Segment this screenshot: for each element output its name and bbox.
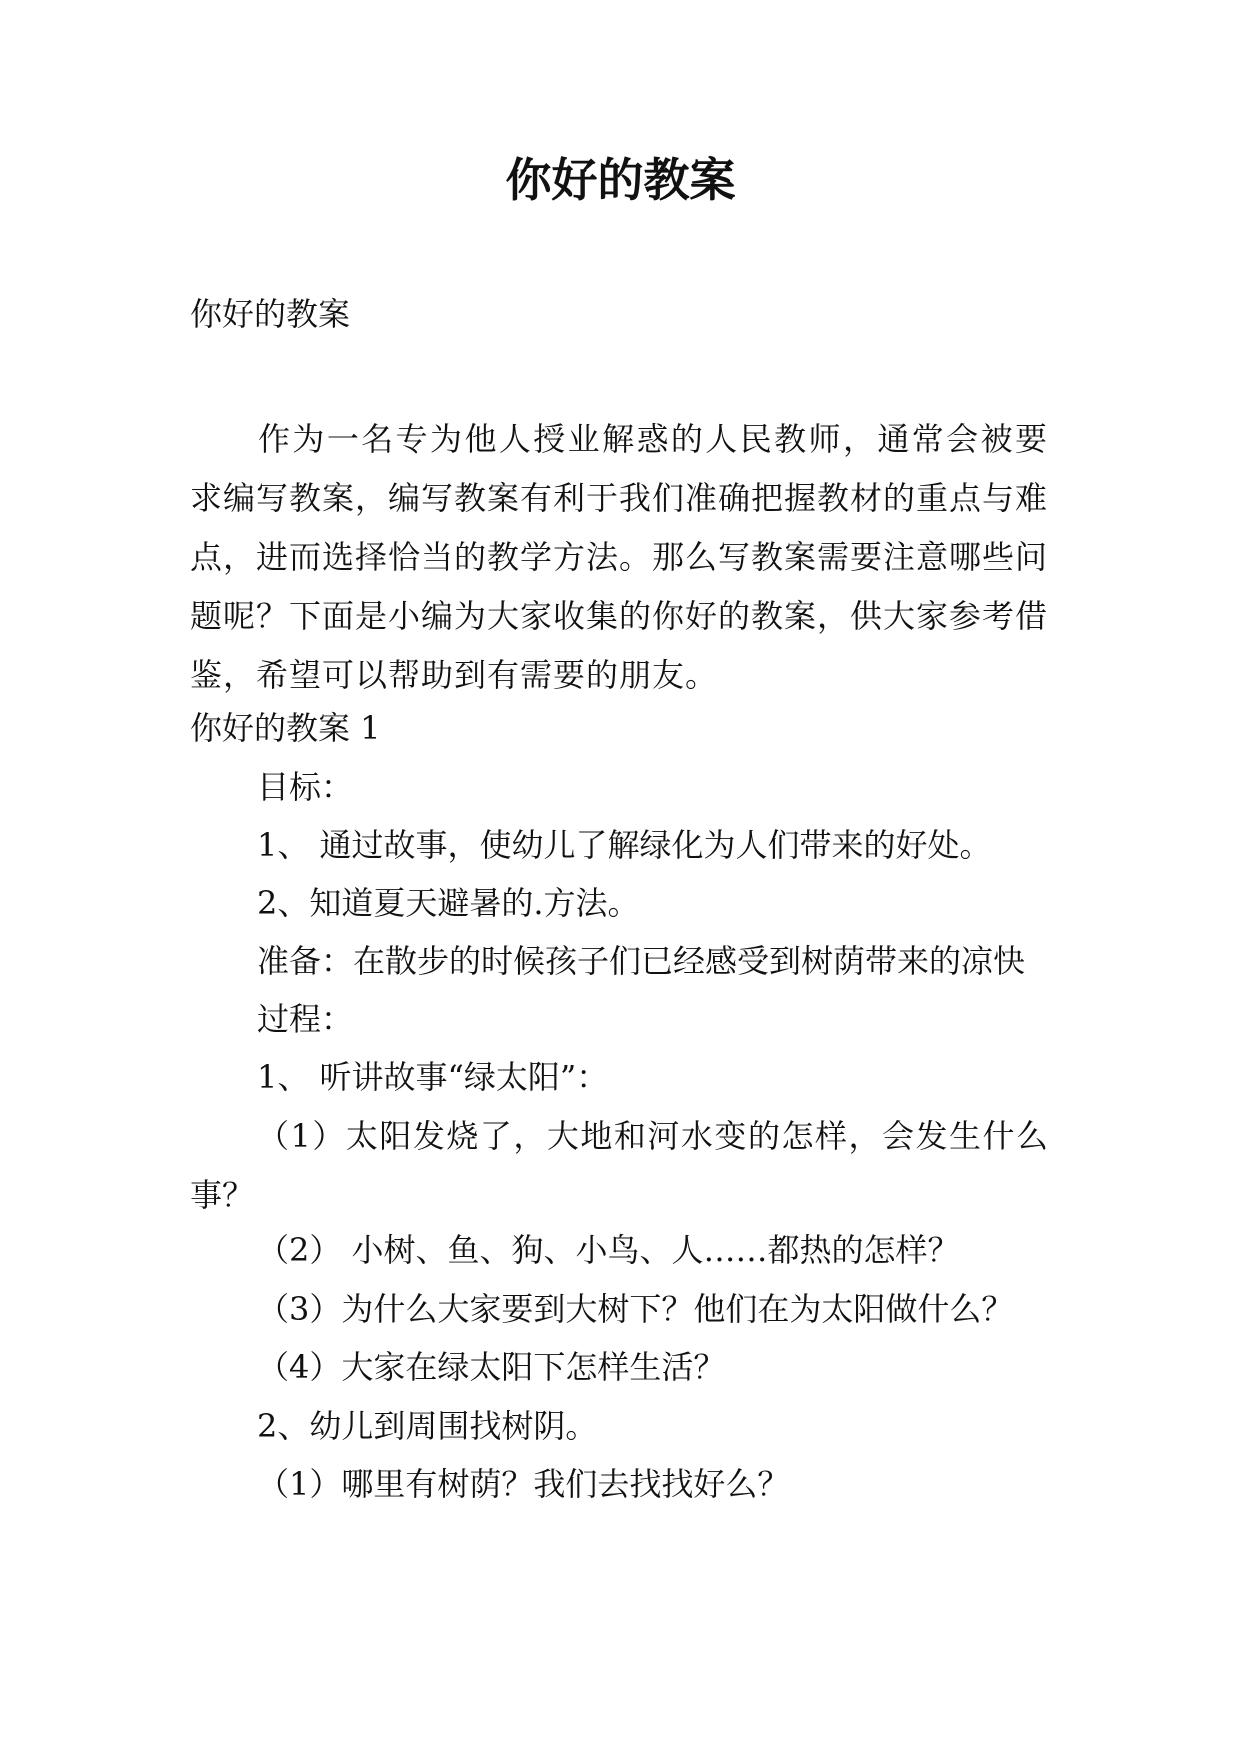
- section-heading: 你好的教案 1: [190, 709, 381, 747]
- goal-item-2: 2、知道夏天避暑的.方法。: [257, 884, 640, 922]
- document-subtitle: 你好的教案: [190, 295, 351, 333]
- question-2: （2） 小树、鱼、狗、小鸟、人……都热的怎样？: [257, 1231, 960, 1269]
- question-4: （4）大家在绿太阳下怎样生活？: [257, 1348, 726, 1386]
- question-5: （1）哪里有树荫？我们去找找好么？: [257, 1465, 790, 1503]
- goal-label: 目标：: [257, 768, 354, 806]
- question-3: （3）为什么大家要到大树下？他们在为太阳做什么？: [257, 1290, 1014, 1328]
- document-title: 你好的教案: [505, 153, 736, 207]
- step-1: 1、 听讲故事“绿太阳”：: [257, 1058, 609, 1096]
- intro-paragraph: 作为一名专为他人授业解惑的人民教师，通常会被要求编写教案，编写教案有利于我们准确把握教材的重点与难点，进而选择恰当的教学方法。那么写教案需要注意哪些问题呢？下面是小编为大家收集的你好的教案，供大家参考借鉴，希望可以帮助到有需要的朋友。: [190, 420, 1049, 694]
- process-label: 过程：: [257, 1000, 354, 1038]
- question-1: （1）太阳发烧了，大地和河水变的怎样，会发生什么事？: [190, 1117, 1048, 1214]
- preparation-text: 准备：在散步的时候孩子们已经感受到树荫带来的凉快: [257, 942, 1026, 980]
- step-2: 2、幼儿到周围找树阴。: [257, 1407, 598, 1445]
- goal-item-1: 1、 通过故事，使幼儿了解绿化为人们带来的好处。: [257, 826, 992, 864]
